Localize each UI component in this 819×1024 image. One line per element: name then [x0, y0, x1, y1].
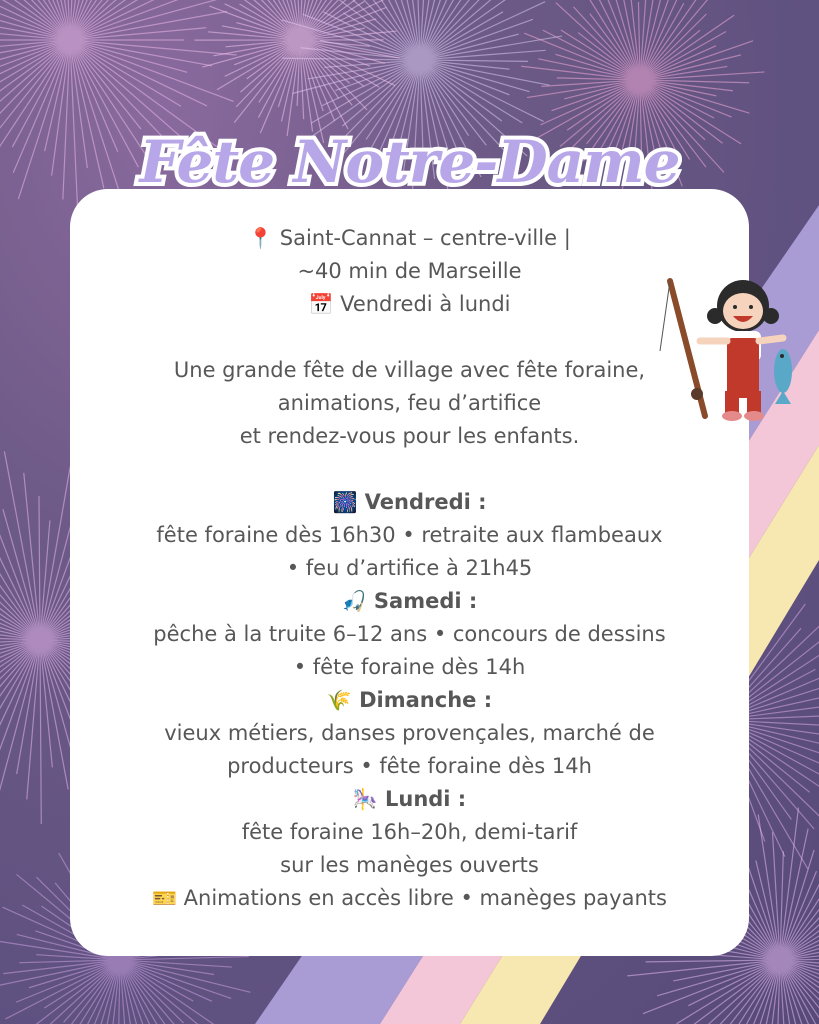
saturday-heading: 🎣 Samedi :: [341, 589, 478, 613]
location-line-2: ~40 min de Marseille: [297, 259, 522, 283]
monday-line: fête foraine 16h–20h, demi-tarif: [241, 820, 578, 844]
page-title: Fête Notre-Dame: [139, 128, 680, 196]
calendar-icon: 📅: [308, 292, 334, 316]
card-content: [70, 222, 749, 915]
footer-line: 🎫 Animations en accès libre • manèges payants: [152, 886, 667, 910]
friday-heading: 🎆 Vendredi :: [332, 490, 487, 514]
wheat-icon: 🌾: [326, 688, 352, 712]
carousel-horse-icon: 🎠: [352, 787, 378, 811]
saturday-line: • fête foraine dès 14h: [293, 655, 526, 679]
intro-line: et rendez-vous pour les enfants.: [239, 424, 580, 448]
fireworks-icon: 🎆: [332, 490, 358, 514]
sunday-line: producteurs • fête foraine dès 14h: [227, 754, 592, 778]
saturday-line: pêche à la truite 6–12 ans • concours de dessins: [153, 622, 666, 646]
pin-icon: 📍: [248, 226, 274, 250]
friday-line: fête foraine dès 16h30 • retraite aux flambeaux: [156, 523, 663, 547]
sunday-heading: 🌾 Dimanche :: [326, 688, 493, 712]
intro-line: Une grande fête de village avec fête foraine,: [173, 358, 646, 382]
fishing-pole-icon: 🎣: [341, 589, 367, 613]
dates-line: 📅 Vendredi à lundi: [308, 292, 511, 316]
monday-line: sur les manèges ouverts: [280, 853, 539, 877]
location-line-1: 📍 Saint-Cannat – centre-ville |: [248, 226, 571, 250]
ticket-icon: 🎫: [152, 886, 177, 910]
monday-heading: 🎠 Lundi :: [352, 787, 467, 811]
girl-fishing-illustration: [655, 276, 800, 426]
firework-burst: [194, 0, 399, 143]
intro-line: animations, feu d’artifice: [277, 391, 542, 415]
friday-line: • feu d’artifice à 21h45: [286, 556, 533, 580]
sunday-line: vieux métiers, danses provençales, marché de: [164, 721, 655, 745]
